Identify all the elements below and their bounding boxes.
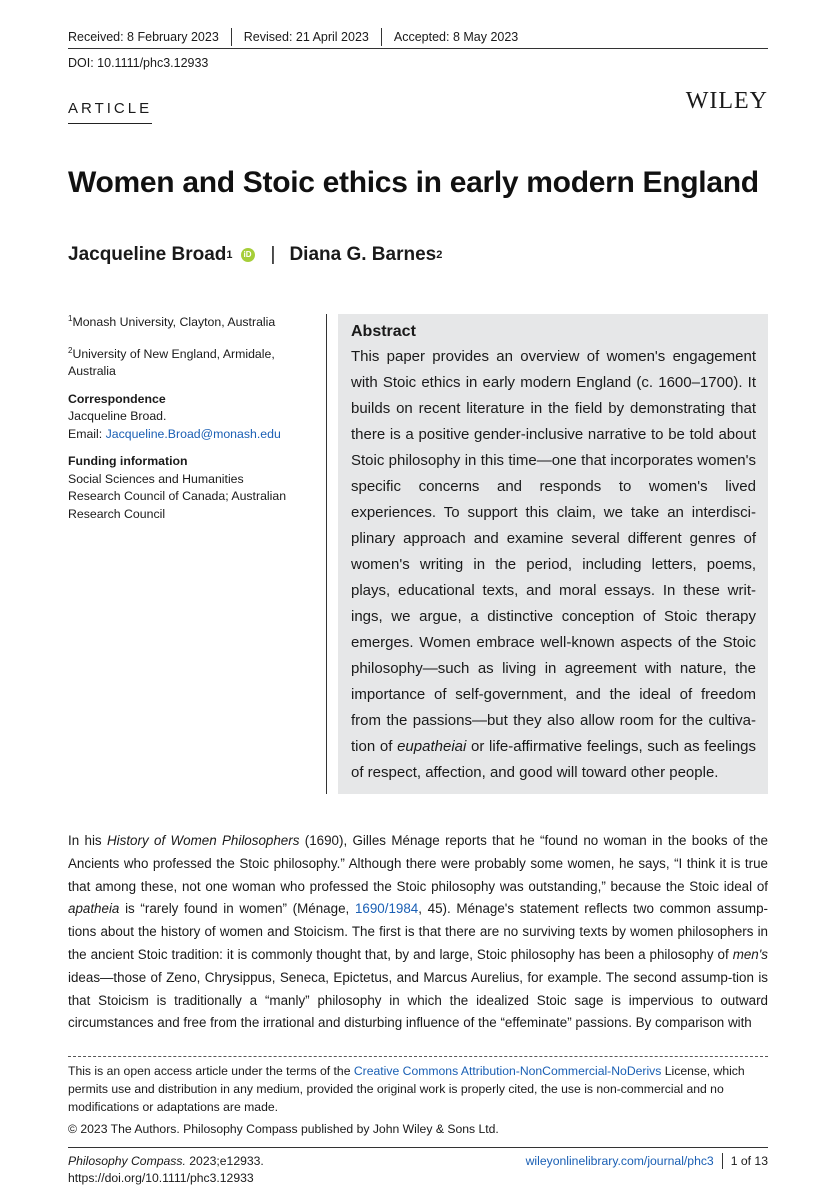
citation-footer: Philosophy Compass. 2023;e12933. https://doi.org/10.1111/phc3.12933 [68, 1154, 264, 1185]
journal-name: Philosophy Compass. [68, 1154, 186, 1168]
correspondence-heading: Correspondence [68, 391, 166, 406]
copyright-notice: © 2023 The Authors. Philosophy Compass published by John Wiley & Sons Ltd. [68, 1122, 499, 1136]
body-paragraph: In his History of Women Philosophers (1690), Gilles Ménage reports that he “found no woman in the books of the Ancients who professed the Stoic philosophy.” Although there were probably some women, he says, “I think it is true that among these, not one woman who professed the Stoic philosophy was outstanding,” because the Stoic ideal of apatheia is “rarely found in women” (Ménage, 1690/1984, 45). Ménage's statement reflects two common assump-tions about the history of women and Stoicism. The first is that there are no surviving texts by women philosophers in the ancient Stoic tradition: it is commonly thought that, by and large, Stoic philosophy has been a philosophy of men's ideas—those of Zeno, Chrysippus, Seneca, Epictetus, and Marcus Aurelius, for example. The second assump-tion is that Stoicism is traditionally a “manly” philosophy in which the idealized Stoic sage is impervious to outward circumstances and free from the irrational and disturbing influence of the “effeminate” passions. By comparison with [68, 833, 769, 1031]
article-sidebar [68, 310, 298, 523]
page-footer [526, 1153, 768, 1169]
license-notice: This is an open access article under the terms of the Creative Commons Attribution-NonCommercial-NoDerivs License, which permits use and distribution in any medium, provided the original work is properly cited, the use is non-commercial and no modifications or adaptations are made. [68, 1064, 745, 1114]
revised-date: Revised: 21 April 2023 [243, 30, 369, 44]
funding-text: Social Sciences and Humanities Research Council of Canada; Australian Research Council [68, 471, 287, 521]
received-date: Received: 8 February 2023 [68, 30, 219, 44]
author-separator: | [270, 244, 276, 265]
doi-url: https://doi.org/10.1111/phc3.12933 [68, 1170, 254, 1185]
header-rule [68, 48, 768, 49]
accepted-date: Accepted: 8 May 2023 [393, 30, 519, 44]
affiliation: $^1$Monash University, Clayton, Australia [68, 314, 276, 330]
article-type-label: ARTICLE [68, 100, 152, 124]
article-dates [68, 28, 518, 46]
citation-link[interactable]: 1690/1984 [354, 901, 419, 917]
footer-rule [68, 1147, 768, 1148]
date-separator [381, 28, 382, 46]
abstract-heading: Abstract [351, 323, 416, 340]
journal-site-link[interactable]: wileyonlinelibrary.com/journal/phc3 [525, 1154, 714, 1168]
correspondence-email: Email: Jacqueline.Broad@monash.edu [68, 426, 281, 441]
correspondence-name: Jacqueline Broad. [68, 409, 167, 424]
abstract-text: This paper provides an overview of women's engagement with Stoic ethics in early modern England (c. 1600–1700). It builds on recent literature in the field by demonstrating that there is a positive gender-inclusive narrative to be told about Stoic philosophy in this time—one that incorporates women's specific concerns and responds to women's lived experiences. To support this claim, we take an interdisci-plinary approach and examine several different genres of women's writing in the period, including letters, poems, plays, educational texts, and moral essays. In these writ-ings, we argue, a distinctive conception of Stoic therapy emerges. Women embrace well-known aspects of the Stoic philosophy—such as living in agreement with nature, the importance of self-government, and the ideal of freedom from the passions—but they also allow room for the cultiva-tion of eupatheiai or life-affirmative feelings, such as feelings of respect, affection, and good will toward other people. [351, 348, 757, 781]
abstract-divider [326, 314, 327, 794]
abstract-box [338, 314, 768, 794]
license-link[interactable]: Creative Commons Attribution-NonCommercial-NoDerivs [353, 1064, 662, 1078]
license-divider [68, 1056, 768, 1057]
author-list [68, 244, 442, 266]
page-number: 1 of 13 [730, 1154, 768, 1168]
author-name[interactable]: Diana G. Barnes [289, 244, 437, 265]
affiliation-marker: 2 [436, 249, 443, 261]
author-name[interactable]: Jacqueline Broad [68, 244, 227, 265]
date-separator [231, 28, 232, 46]
affiliation: $^2$University of New England, Armidale, Australia [68, 345, 275, 379]
affiliation-marker: 1 [226, 249, 233, 261]
footer-separator [722, 1153, 723, 1169]
article-title: Women and Stoic ethics in early modern England [68, 166, 759, 199]
publisher-logo: WILEY [685, 88, 768, 114]
doi: DOI: 10.1111/phc3.12933 [68, 56, 209, 70]
email-link[interactable]: Jacqueline.Broad@monash.edu [105, 426, 281, 441]
orcid-icon[interactable]: iD [241, 248, 255, 262]
funding-heading: Funding information [68, 454, 188, 469]
